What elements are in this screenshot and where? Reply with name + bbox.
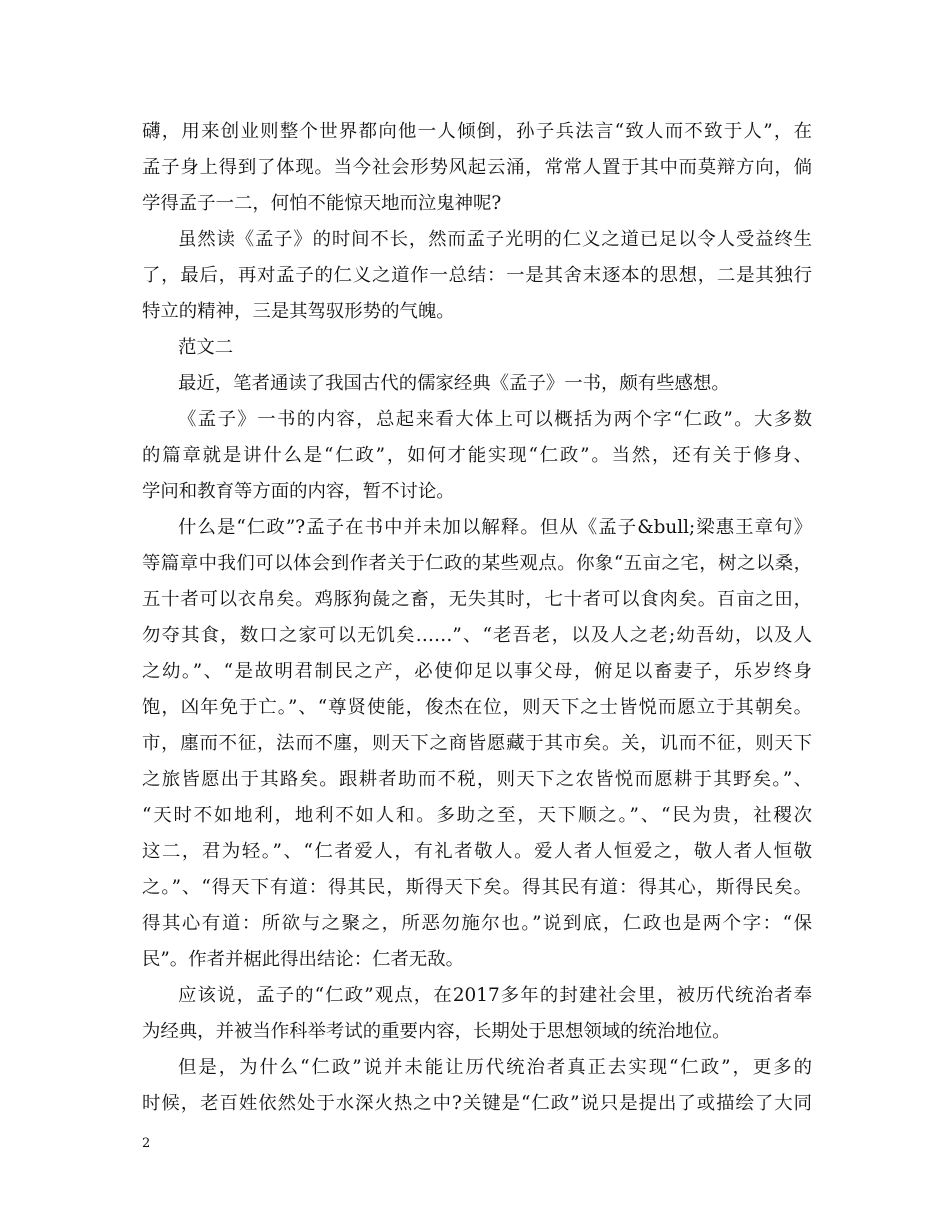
page-number: 2 (142, 1136, 151, 1151)
paragraph-line: 礴，用来创业则整个世界都向他一人倾倒，孙子兵法言“致人而不致于人”，在 (142, 121, 812, 142)
paragraph-line: 时候，老百姓依然处于水深火热之中?关键是“仁政”说只是提出了或描绘了大同 (142, 1093, 812, 1114)
paragraph-line: 虽然读《孟子》的时间不长，然而孟子光明的仁义之道已足以令人受益终生 (178, 229, 812, 250)
paragraph-line: 但是，为什么“仁政”说并未能让历代统治者真正去实现“仁政”，更多的 (178, 1057, 812, 1078)
paragraph-line: 了，最后，再对孟子的仁义之道作一总结：一是其舍末逐本的思想，二是其独行 (142, 265, 812, 286)
paragraph-line: 之。”、“得天下有道：得其民，斯得天下矣。得其民有道：得其心，斯得民矣。 (142, 877, 812, 898)
paragraph-line: 勿夺其食，数口之家可以无饥矣……”、“老吾老，以及人之老;幼吾幼，以及人 (142, 625, 812, 646)
paragraph-line: 之旅皆愿出于其路矣。跟耕者助而不税，则天下之农皆悦而愿耕于其野矣。”、 (142, 769, 812, 790)
paragraph-line: 最近，笔者通读了我国古代的儒家经典《孟子》一书，颇有些感想。 (178, 373, 730, 394)
paragraph-line: 的篇章就是讲什么是“仁政”，如何才能实现“仁政”。当然，还有关于修身、 (142, 445, 812, 466)
paragraph-line: 五十者可以衣帛矣。鸡豚狗彘之畜，无失其时，七十者可以食肉矣。百亩之田， (142, 589, 812, 610)
paragraph-line: 《孟子》一书的内容，总起来看大体上可以概括为两个字“仁政”。大多数 (178, 409, 812, 430)
paragraph-line: 饱，凶年免于亡。”、“尊贤使能，俊杰在位，则天下之士皆悦而愿立于其朝矣。 (142, 697, 812, 718)
paragraph-line: 市，廛而不征，法而不廛，则天下之商皆愿藏于其市矣。关，讥而不征，则天下 (142, 733, 812, 754)
paragraph-line: 为经典，并被当作科举考试的重要内容，长期处于思想领域的统治地位。 (142, 1021, 731, 1042)
paragraph-line: 学问和教育等方面的内容，暂不讨论。 (142, 481, 455, 502)
paragraph-line: “天时不如地利，地利不如人和。多助之至，天下顺之。”、“民为贵，社稷次 (142, 805, 812, 826)
paragraph-line: 民”。作者并椐此得出结论：仁者无敌。 (142, 949, 465, 970)
section-heading: 范文二 (178, 337, 234, 358)
paragraph-line: 孟子身上得到了体现。当今社会形势风起云涌，常常人置于其中而莫辩方向，倘 (142, 157, 812, 178)
paragraph-line: 得其心有道：所欲与之聚之，所恶勿施尔也。”说到底，仁政也是两个字：“保 (142, 913, 812, 934)
paragraph-line: 之幼。”、“是故明君制民之产，必使仰足以事父母，俯足以畜妻子，乐岁终身 (142, 661, 812, 682)
paragraph-line: 学得孟子一二，何怕不能惊天地而泣鬼神呢? (142, 193, 502, 214)
paragraph-line: 特立的精神，三是其驾驭形势的气魄。 (142, 301, 455, 322)
paragraph-line: 这二，君为轻。”、“仁者爱人，有礼者敬人。爱人者人恒爱之，敬人者人恒敬 (142, 841, 812, 862)
paragraph-line: 什么是“仁政”?孟子在书中并未加以解释。但从《孟子&bull;梁惠王章句》 (178, 517, 812, 538)
paragraph-line: 等篇章中我们可以体会到作者关于仁政的某些观点。你象“五亩之宅，树之以桑， (142, 553, 812, 574)
document-body (142, 114, 812, 1122)
paragraph-line: 应该说，孟子的“仁政”观点，在2017多年的封建社会里，被历代统治者奉 (178, 985, 812, 1006)
